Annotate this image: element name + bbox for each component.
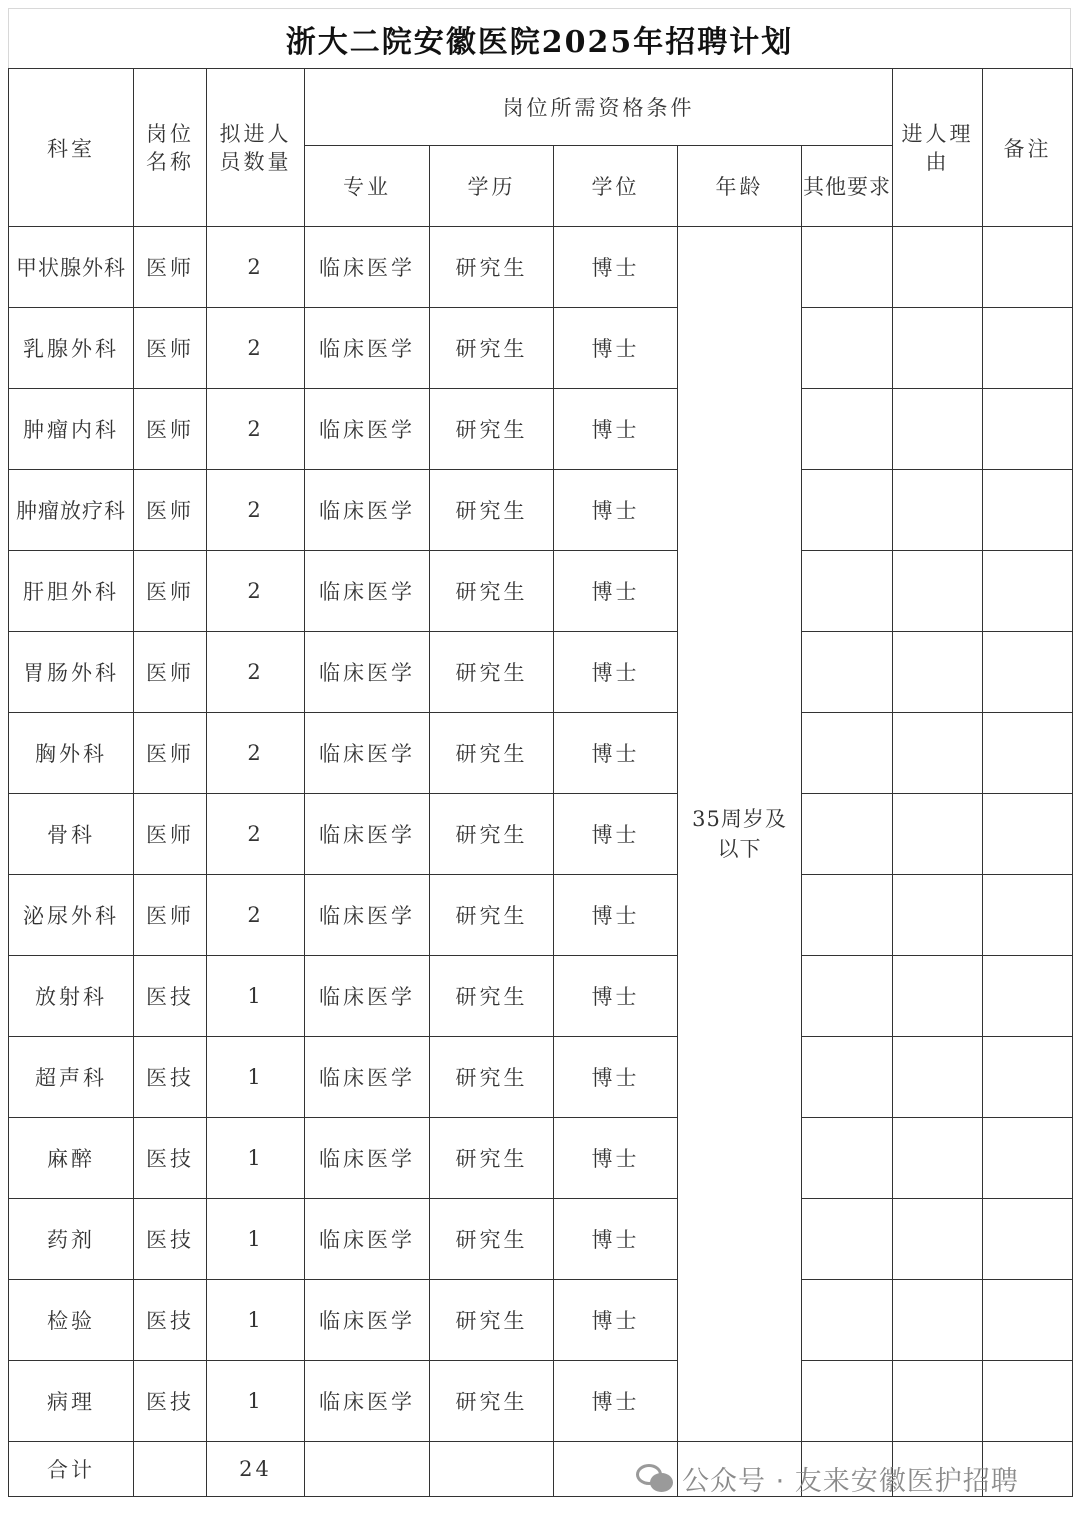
education-cell: 研究生: [430, 1199, 554, 1280]
other-cell: [802, 794, 893, 875]
other-cell: [802, 632, 893, 713]
department-cell: 检验: [9, 1280, 134, 1361]
other-cell: [802, 227, 893, 308]
count-cell: 2: [207, 470, 305, 551]
header-other: 其他要求: [802, 146, 893, 227]
watermark-text: 公众号 · 友来安徽医护招聘: [682, 1465, 1019, 1497]
education-cell: 研究生: [430, 1361, 554, 1442]
page-title: 浙大二院安徽医院2025年招聘计划: [285, 24, 794, 60]
department-cell: 胃肠外科: [9, 632, 134, 713]
remark-cell: [983, 956, 1073, 1037]
header-degree: 学位: [554, 146, 678, 227]
table-row: [9, 1280, 1073, 1361]
remark-cell: [983, 794, 1073, 875]
remark-cell: [983, 308, 1073, 389]
other-cell: [802, 875, 893, 956]
reason-cell: [893, 1118, 983, 1199]
remark-cell: [983, 713, 1073, 794]
table-row: [9, 470, 1073, 551]
education-cell: 研究生: [430, 551, 554, 632]
total-empty-cell: [134, 1442, 207, 1497]
count-cell: 1: [207, 1118, 305, 1199]
count-cell: 2: [207, 227, 305, 308]
department-cell: 乳腺外科: [9, 308, 134, 389]
header-remark: 备注: [983, 69, 1073, 227]
education-cell: 研究生: [430, 1118, 554, 1199]
recruitment-table: [8, 68, 1073, 1497]
reason-cell: [893, 470, 983, 551]
count-cell: 1: [207, 1037, 305, 1118]
major-cell: 临床医学: [305, 713, 430, 794]
degree-cell: 博士: [554, 551, 678, 632]
position-cell: 医师: [134, 551, 207, 632]
count-cell: 2: [207, 389, 305, 470]
degree-cell: 博士: [554, 227, 678, 308]
position-cell: 医技: [134, 956, 207, 1037]
degree-cell: 博士: [554, 308, 678, 389]
education-cell: 研究生: [430, 632, 554, 713]
other-cell: [802, 1361, 893, 1442]
degree-cell: 博士: [554, 875, 678, 956]
department-cell: 胸外科: [9, 713, 134, 794]
header-row-1: [9, 69, 1073, 146]
department-cell: 泌尿外科: [9, 875, 134, 956]
department-cell: 病理: [9, 1361, 134, 1442]
reason-cell: [893, 632, 983, 713]
other-cell: [802, 308, 893, 389]
position-cell: 医师: [134, 713, 207, 794]
reason-cell: [893, 1361, 983, 1442]
major-cell: 临床医学: [305, 1118, 430, 1199]
other-cell: [802, 1118, 893, 1199]
table-row: [9, 551, 1073, 632]
education-cell: 研究生: [430, 308, 554, 389]
table-row: [9, 1037, 1073, 1118]
degree-cell: 博士: [554, 956, 678, 1037]
count-cell: 2: [207, 794, 305, 875]
department-cell: 麻醉: [9, 1118, 134, 1199]
table-row: [9, 632, 1073, 713]
position-cell: 医师: [134, 470, 207, 551]
table-row: [9, 308, 1073, 389]
position-cell: 医技: [134, 1118, 207, 1199]
count-cell: 2: [207, 713, 305, 794]
department-cell: 肿瘤放疗科: [9, 470, 134, 551]
education-cell: 研究生: [430, 794, 554, 875]
other-cell: [802, 713, 893, 794]
other-cell: [802, 956, 893, 1037]
count-cell: 1: [207, 1280, 305, 1361]
count-cell: 2: [207, 632, 305, 713]
degree-cell: 博士: [554, 470, 678, 551]
table-row: [9, 713, 1073, 794]
remark-cell: [983, 551, 1073, 632]
education-cell: 研究生: [430, 1037, 554, 1118]
major-cell: 临床医学: [305, 875, 430, 956]
major-cell: 临床医学: [305, 1199, 430, 1280]
watermark: [636, 1458, 1019, 1498]
count-cell: 1: [207, 1361, 305, 1442]
header-age: 年龄: [678, 146, 802, 227]
header-reason: 进人理由: [893, 69, 983, 227]
other-cell: [802, 470, 893, 551]
position-cell: 医师: [134, 308, 207, 389]
position-cell: 医师: [134, 794, 207, 875]
education-cell: 研究生: [430, 875, 554, 956]
other-cell: [802, 1037, 893, 1118]
position-cell: 医师: [134, 389, 207, 470]
other-cell: [802, 1199, 893, 1280]
major-cell: 临床医学: [305, 632, 430, 713]
education-cell: 研究生: [430, 389, 554, 470]
reason-cell: [893, 1037, 983, 1118]
position-cell: 医技: [134, 1037, 207, 1118]
major-cell: 临床医学: [305, 389, 430, 470]
education-cell: 研究生: [430, 956, 554, 1037]
reason-cell: [893, 794, 983, 875]
reason-cell: [893, 713, 983, 794]
department-cell: 骨科: [9, 794, 134, 875]
count-cell: 2: [207, 875, 305, 956]
major-cell: 临床医学: [305, 551, 430, 632]
department-cell: 药剂: [9, 1199, 134, 1280]
reason-cell: [893, 875, 983, 956]
degree-cell: 博士: [554, 632, 678, 713]
degree-cell: 博士: [554, 794, 678, 875]
position-cell: 医师: [134, 875, 207, 956]
position-cell: 医师: [134, 632, 207, 713]
reason-cell: [893, 551, 983, 632]
major-cell: 临床医学: [305, 227, 430, 308]
major-cell: 临床医学: [305, 308, 430, 389]
position-cell: 医技: [134, 1361, 207, 1442]
remark-cell: [983, 227, 1073, 308]
major-cell: 临床医学: [305, 956, 430, 1037]
header-major: 专业: [305, 146, 430, 227]
remark-cell: [983, 1037, 1073, 1118]
degree-cell: 博士: [554, 713, 678, 794]
header-department: 科室: [9, 69, 134, 227]
other-cell: [802, 1280, 893, 1361]
other-cell: [802, 551, 893, 632]
remark-cell: [983, 1280, 1073, 1361]
total-label: 合计: [9, 1442, 134, 1497]
major-cell: 临床医学: [305, 794, 430, 875]
position-cell: 医技: [134, 1280, 207, 1361]
reason-cell: [893, 956, 983, 1037]
header-qualifications: 岗位所需资格条件: [305, 69, 893, 146]
remark-cell: [983, 875, 1073, 956]
department-cell: 肿瘤内科: [9, 389, 134, 470]
table-row: [9, 389, 1073, 470]
count-cell: 1: [207, 1199, 305, 1280]
department-cell: 放射科: [9, 956, 134, 1037]
table-row: [9, 794, 1073, 875]
count-cell: 1: [207, 956, 305, 1037]
table-row: [9, 227, 1073, 308]
education-cell: 研究生: [430, 1280, 554, 1361]
reason-cell: [893, 1280, 983, 1361]
remark-cell: [983, 470, 1073, 551]
table-row: [9, 875, 1073, 956]
age-requirement-cell: 35周岁及以下: [678, 227, 802, 1442]
header-position: 岗位名称: [134, 69, 207, 227]
major-cell: 临床医学: [305, 470, 430, 551]
title-row: [8, 8, 1071, 68]
degree-cell: 博士: [554, 1280, 678, 1361]
degree-cell: 博士: [554, 1361, 678, 1442]
remark-cell: [983, 1361, 1073, 1442]
total-empty-cell: [305, 1442, 430, 1497]
major-cell: 临床医学: [305, 1037, 430, 1118]
header-count: 拟进人员数量: [207, 69, 305, 227]
count-cell: 2: [207, 551, 305, 632]
table-row: [9, 1199, 1073, 1280]
table-row: [9, 1361, 1073, 1442]
reason-cell: [893, 227, 983, 308]
department-cell: 甲状腺外科: [9, 227, 134, 308]
major-cell: 临床医学: [305, 1361, 430, 1442]
wechat-icon: [636, 1462, 674, 1494]
remark-cell: [983, 1118, 1073, 1199]
total-empty-cell: [430, 1442, 554, 1497]
position-cell: 医技: [134, 1199, 207, 1280]
other-cell: [802, 389, 893, 470]
major-cell: 临床医学: [305, 1280, 430, 1361]
count-cell: 2: [207, 308, 305, 389]
total-count: 24: [207, 1442, 305, 1497]
remark-cell: [983, 632, 1073, 713]
position-cell: 医师: [134, 227, 207, 308]
department-cell: 超声科: [9, 1037, 134, 1118]
reason-cell: [893, 389, 983, 470]
remark-cell: [983, 389, 1073, 470]
education-cell: 研究生: [430, 713, 554, 794]
degree-cell: 博士: [554, 1199, 678, 1280]
reason-cell: [893, 1199, 983, 1280]
remark-cell: [983, 1199, 1073, 1280]
table-row: [9, 956, 1073, 1037]
reason-cell: [893, 308, 983, 389]
degree-cell: 博士: [554, 1037, 678, 1118]
table-row: [9, 1118, 1073, 1199]
header-education: 学历: [430, 146, 554, 227]
education-cell: 研究生: [430, 470, 554, 551]
degree-cell: 博士: [554, 389, 678, 470]
degree-cell: 博士: [554, 1118, 678, 1199]
department-cell: 肝胆外科: [9, 551, 134, 632]
education-cell: 研究生: [430, 227, 554, 308]
